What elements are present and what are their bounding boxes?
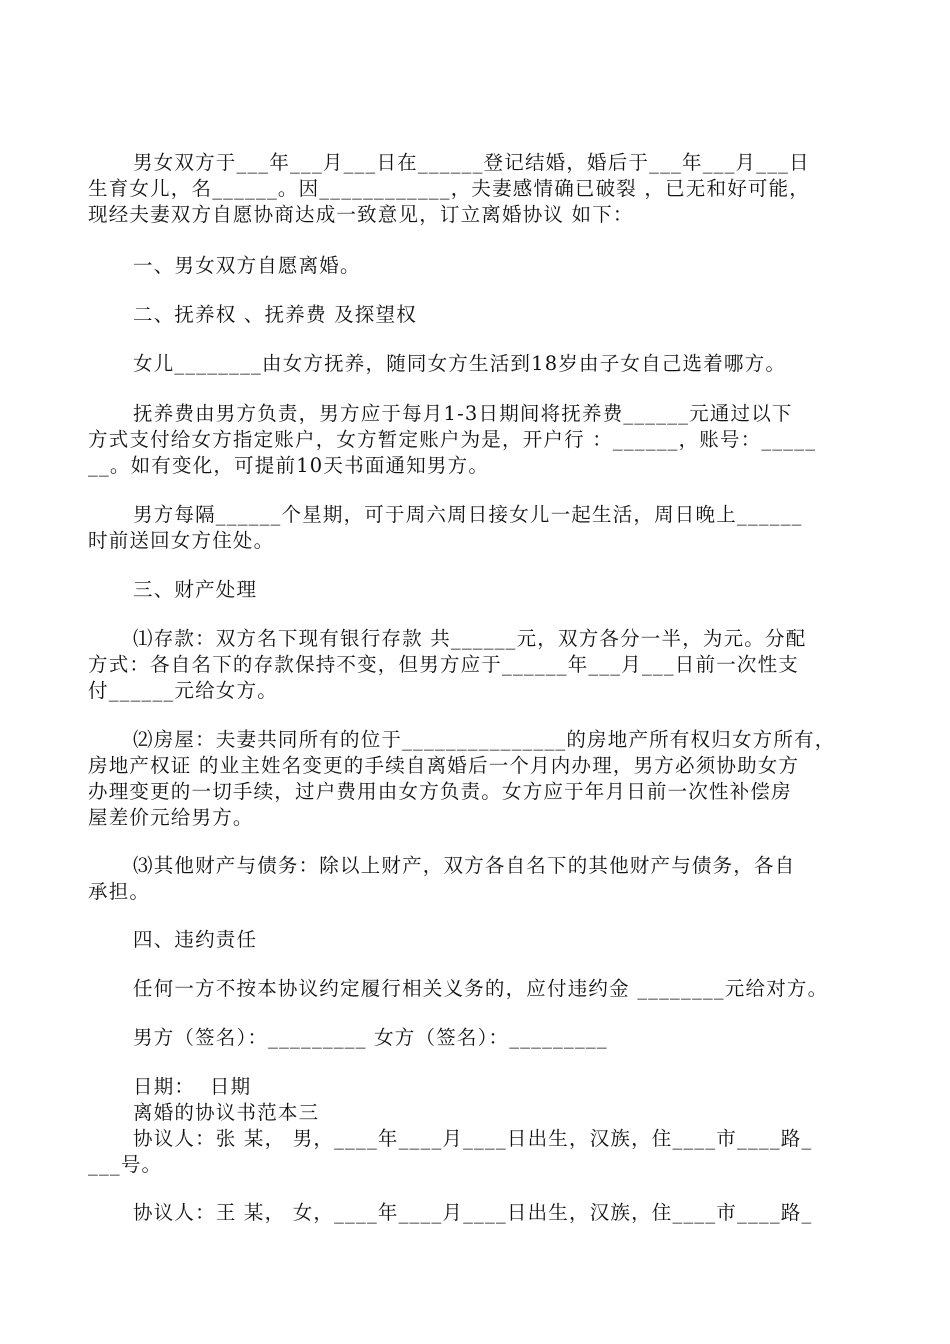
party-one-line-2: ___号。 — [88, 1153, 163, 1176]
house-paragraph-line-3: 办理变更的一切手续，过户费用由女方负责。女方应于年月日前一次性补偿房 — [88, 780, 792, 803]
section-heading-1: 一、男女双方自愿离婚。 — [133, 254, 361, 277]
deposit-paragraph-line-1: ⑴存款：双方名下现有银行存款 共______元，双方各分一半，为元。分配 — [133, 627, 807, 650]
liability-paragraph: 任何一方不按本协议约定履行相关义务的，应付违约金 ________元给对方。 — [133, 977, 829, 1000]
deposit-paragraph-line-2: 方式：各自名下的存款保持不变，但男方应于______年___月___日前一次性支 — [88, 653, 800, 676]
support-paragraph-line-3: __。如有变化，可提前10天书面通知男方。 — [88, 454, 490, 477]
house-paragraph-line-1: ⑵房屋：夫妻共同所有的位于_______________的房地产所有权归女方所有， — [133, 728, 836, 751]
other-property-paragraph-line-2: 承担。 — [88, 880, 151, 903]
custody-paragraph: 女儿________由女方抚养，随同女方生活到18岁由子女自己选着哪方。 — [133, 352, 787, 375]
house-paragraph-line-2: 房地产权证 的业主姓名变更的手续自离婚后一个月内办理，男方必须协助女方 — [88, 754, 800, 777]
section-heading-4: 四、违约责任 — [133, 928, 258, 951]
paragraph-intro-line-2: 生育女儿，名______。因____________，夫妻感情确已破裂 ，已无和好可能， — [88, 177, 810, 200]
support-paragraph-line-1: 抚养费由男方负责，男方应于每月1-3日期间将抚养费______元通过以下 — [133, 402, 793, 425]
deposit-paragraph-line-3: 付______元给女方。 — [88, 679, 278, 702]
party-two-line-1: 协议人：王 某， 女，____年____月____日出生，汉族，住____市____路_ — [133, 1201, 813, 1224]
signature-line: 男方（签名）：_________ 女方（签名）：_________ — [133, 1026, 608, 1049]
date-line: 日期： 日期 — [133, 1075, 252, 1098]
visitation-paragraph-line-1: 男方每隔______个星期，可于周六周日接女儿一起生活，周日晚上______ — [133, 503, 803, 526]
support-paragraph-line-2: 方式支付给女方指定账户，女方暂定账户为是，开户行 ：______，账号：_____ — [88, 428, 817, 451]
paragraph-intro-line-1: 男女双方于___年___月___日在______登记结婚，婚后于___年___月___日 — [133, 151, 810, 174]
party-one-line-1: 协议人：张 某， 男，____年____月____日出生，汉族，住____市____路_ — [133, 1127, 813, 1150]
other-property-paragraph-line-1: ⑶其他财产与债务：除以上财产，双方各自名下的其他财产与债务，各自 — [133, 854, 796, 877]
template-title: 离婚的协议书范本三 — [133, 1101, 320, 1124]
paragraph-intro-line-3: 现经夫妻双方自愿协商达成一致意见，订立离婚协议 如下： — [88, 203, 634, 226]
house-paragraph-line-4: 屋差价元给男方。 — [88, 806, 254, 829]
visitation-paragraph-line-2: 时前送回女方住处。 — [88, 529, 275, 552]
section-heading-2: 二、抚养权 、抚养费 及探望权 — [133, 303, 417, 326]
section-heading-3: 三、财产处理 — [133, 578, 258, 601]
